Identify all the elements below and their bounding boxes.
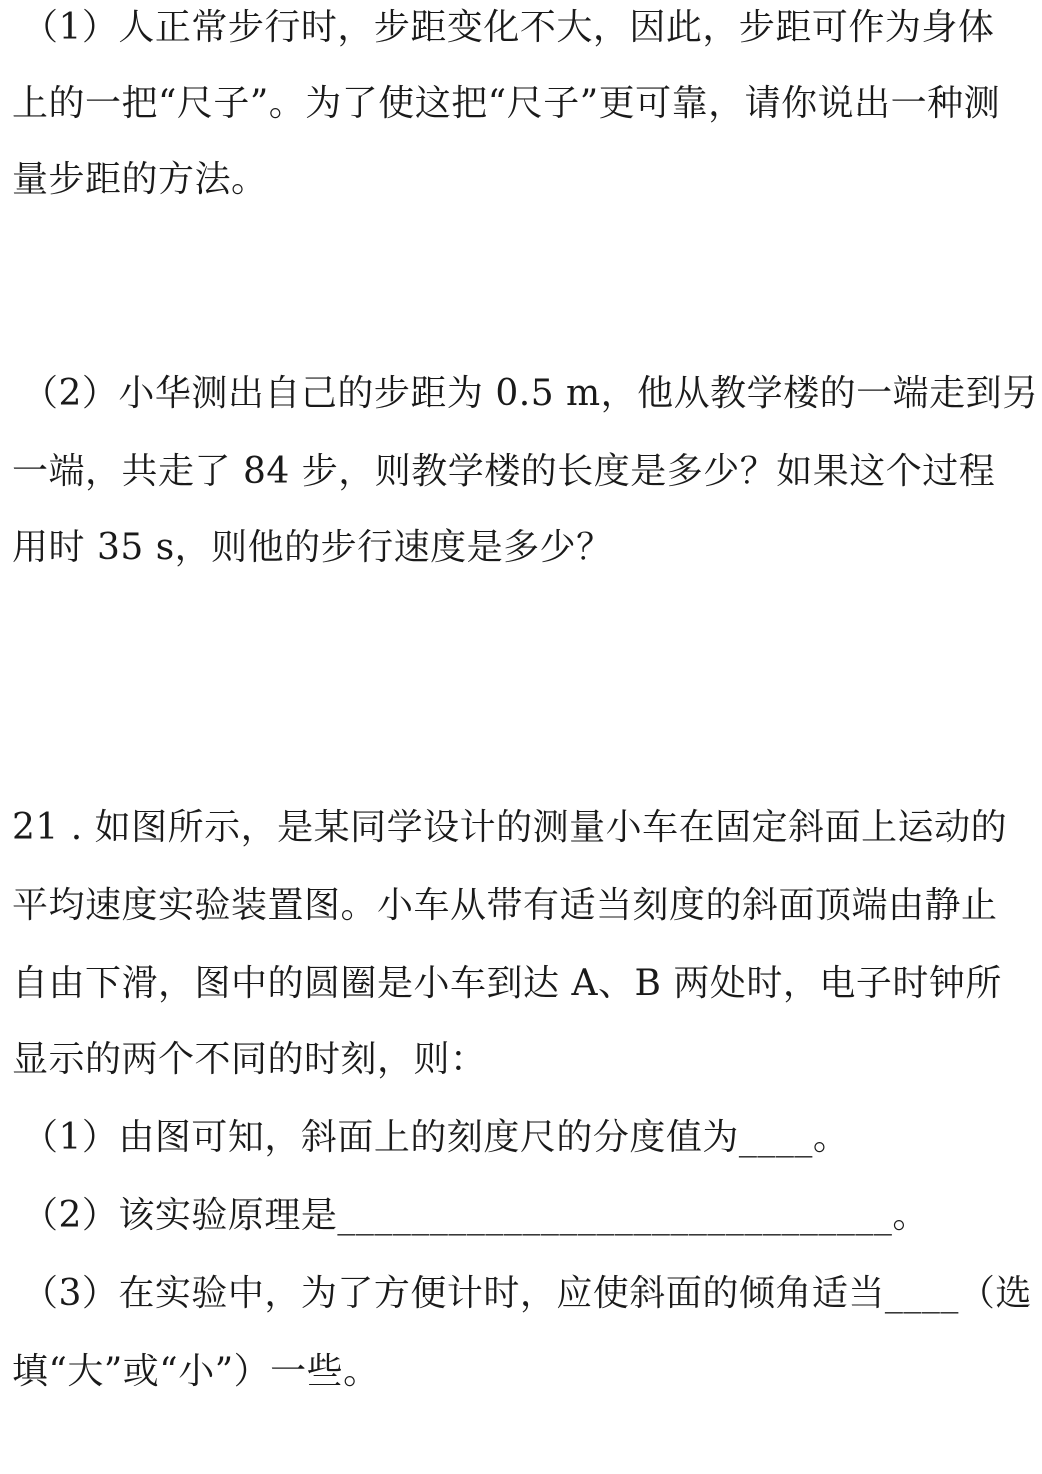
q21-stem-line4: 显示的两个不同的时刻，则： bbox=[12, 1039, 487, 1080]
q21-stem-line2: 平均速度实验装置图。小车从带有适当刻度的斜面顶端由静止 bbox=[12, 885, 998, 926]
q21-stem-line1: 21 . 如图所示，是某同学设计的测量小车在固定斜面上运动的 bbox=[12, 807, 1008, 848]
q20-part2-line2: 一端，共走了 84 步，则教学楼的长度是多少？如果这个过程 bbox=[12, 451, 996, 492]
q21-part3-line1: （3）在实验中，为了方便计时，应使斜面的倾角适当____（选 bbox=[22, 1273, 1032, 1314]
q20-part2-line3: 用时 35 s，则他的步行速度是多少？ bbox=[12, 527, 613, 568]
q21-stem-line3: 自由下滑，图中的圆圈是小车到达 A、B 两处时，电子时钟所 bbox=[12, 963, 1002, 1004]
q20-part2-line1: （2）小华测出自己的步距为 0.5 m，他从教学楼的一端走到另 bbox=[22, 373, 1039, 414]
q21-part2: （2）该实验原理是______________________________。 bbox=[22, 1195, 929, 1236]
q20-part1-line3: 量步距的方法。 bbox=[12, 159, 268, 200]
q20-part1-line2: 上的一把“尺子”。为了使这把“尺子”更可靠，请你说出一种测 bbox=[12, 83, 1001, 124]
q20-part1-line1: （1）人正常步行时，步距变化不大，因此，步距可作为身体 bbox=[22, 7, 995, 48]
q21-part3-line2: 填“大”或“小”）一些。 bbox=[12, 1351, 380, 1392]
q21-part1: （1）由图可知，斜面上的刻度尺的分度值为____。 bbox=[22, 1117, 850, 1158]
